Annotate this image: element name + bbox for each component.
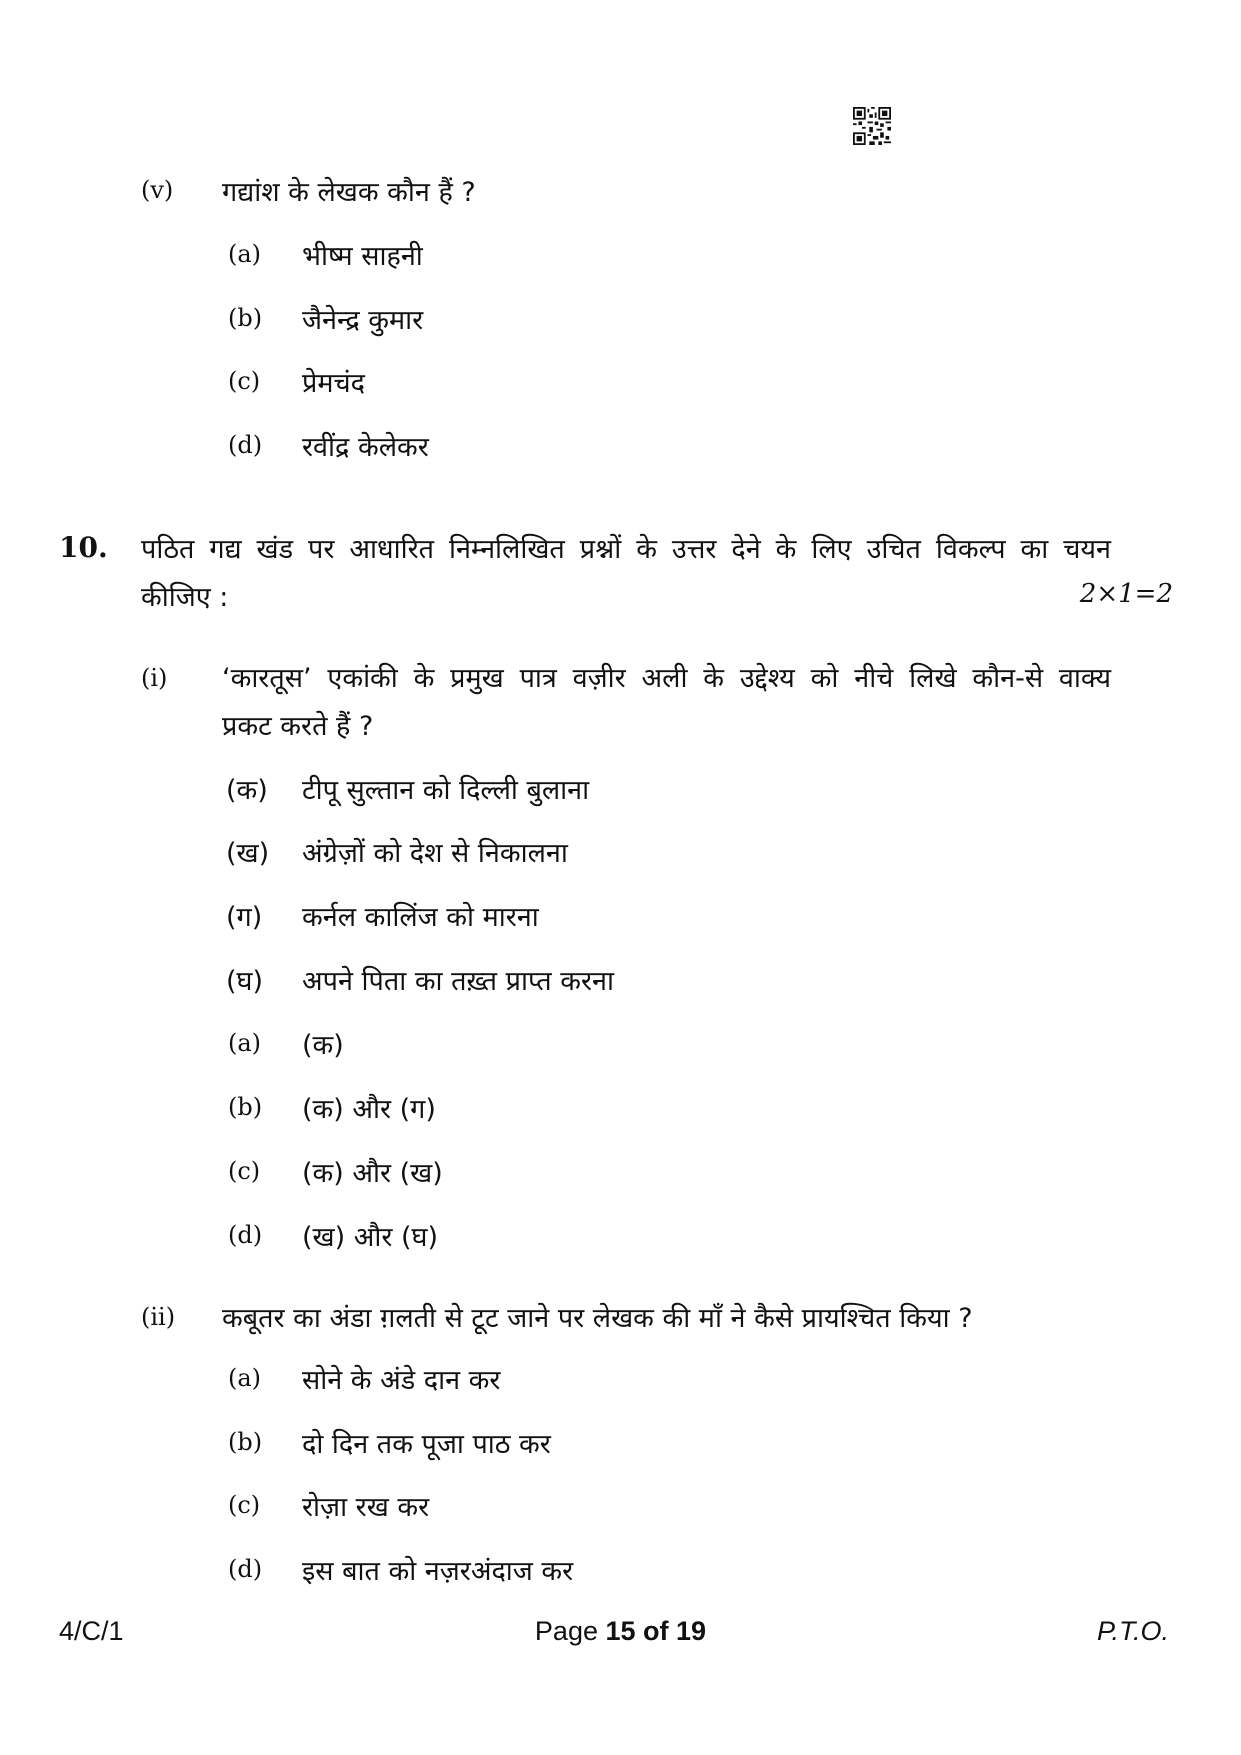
paper-code: 4/C/1 bbox=[59, 1616, 124, 1646]
option-text: (ख) और (घ) bbox=[302, 1222, 439, 1253]
option-label: (a) bbox=[228, 240, 262, 268]
option-text: भीष्म साहनी bbox=[302, 241, 423, 272]
option-text: जैनेन्द्र कुमार bbox=[302, 305, 424, 336]
question-text-line-2: कीजिए : bbox=[141, 582, 229, 613]
statement-text: कर्नल कालिंज को मारना bbox=[302, 902, 539, 933]
option-text: (क) और (ख) bbox=[302, 1158, 443, 1189]
option-label: (d) bbox=[228, 1555, 263, 1583]
page-total: 19 bbox=[676, 1616, 707, 1646]
option-text: सोने के अंडे दान कर bbox=[302, 1365, 501, 1396]
pto-label: P.T.O. bbox=[1096, 1616, 1169, 1646]
page-of: of bbox=[635, 1616, 677, 1646]
question-text-line-1: पठित गद्य खंड पर आधारित निम्नलिखित प्रश्नों के उत्तर देने के लिए उचित विकल्प का चयन bbox=[141, 534, 1111, 565]
statement-label: (ग) bbox=[226, 902, 263, 933]
option-text: रोज़ा रख कर bbox=[302, 1492, 430, 1523]
option-label: (c) bbox=[228, 1491, 261, 1519]
statement-label: (ख) bbox=[226, 838, 270, 869]
subquestion-text: कबूतर का अंडा ग़लती से टूट जाने पर लेखक की माँ ने कैसे प्रायश्चित किया ? bbox=[222, 1303, 973, 1334]
option-text: दो दिन तक पूजा पाठ कर bbox=[302, 1429, 551, 1460]
marks-allocation: 2×1=2 bbox=[1079, 579, 1173, 609]
option-label: (b) bbox=[228, 304, 263, 332]
qr-code-icon bbox=[853, 107, 891, 145]
subquestion-number: (ii) bbox=[141, 1303, 176, 1331]
subquestion-number: (v) bbox=[141, 176, 174, 204]
option-label: (a) bbox=[228, 1364, 262, 1392]
option-text: इस बात को नज़रअंदाज कर bbox=[302, 1556, 574, 1587]
option-label: (d) bbox=[228, 1221, 263, 1249]
question-number: 10. bbox=[59, 531, 108, 564]
subquestion-text-line-1: ‘कारतूस’ एकांकी के प्रमुख पात्र वज़ीर अली के उद्देश्य को नीचे लिखे कौन-से वाक्य bbox=[222, 663, 1111, 694]
option-text: (क) bbox=[302, 1030, 344, 1061]
subquestion-number: (i) bbox=[141, 664, 168, 692]
page-number bbox=[0, 1616, 1241, 1647]
option-label: (b) bbox=[228, 1093, 263, 1121]
option-label: (b) bbox=[228, 1428, 263, 1456]
statement-text: अंग्रेज़ों को देश से निकालना bbox=[302, 838, 568, 869]
option-label: (c) bbox=[228, 367, 261, 395]
option-label: (d) bbox=[228, 431, 263, 459]
option-text: प्रेमचंद bbox=[302, 368, 365, 399]
option-text: रवींद्र केलेकर bbox=[302, 432, 429, 463]
option-text: (क) और (ग) bbox=[302, 1094, 436, 1125]
subquestion-text-line-2: प्रकट करते हैं ? bbox=[222, 711, 374, 742]
statement-label: (घ) bbox=[226, 966, 264, 997]
page-current: 15 bbox=[605, 1616, 636, 1646]
statement-text: अपने पिता का तख़्त प्राप्त करना bbox=[302, 966, 614, 997]
subquestion-text: गद्यांश के लेखक कौन हैं ? bbox=[222, 177, 476, 208]
page-prefix: Page bbox=[534, 1616, 606, 1646]
option-label: (a) bbox=[228, 1029, 262, 1057]
statement-label: (क) bbox=[226, 775, 268, 806]
option-label: (c) bbox=[228, 1157, 261, 1185]
statement-text: टीपू सुल्तान को दिल्ली बुलाना bbox=[302, 775, 590, 806]
